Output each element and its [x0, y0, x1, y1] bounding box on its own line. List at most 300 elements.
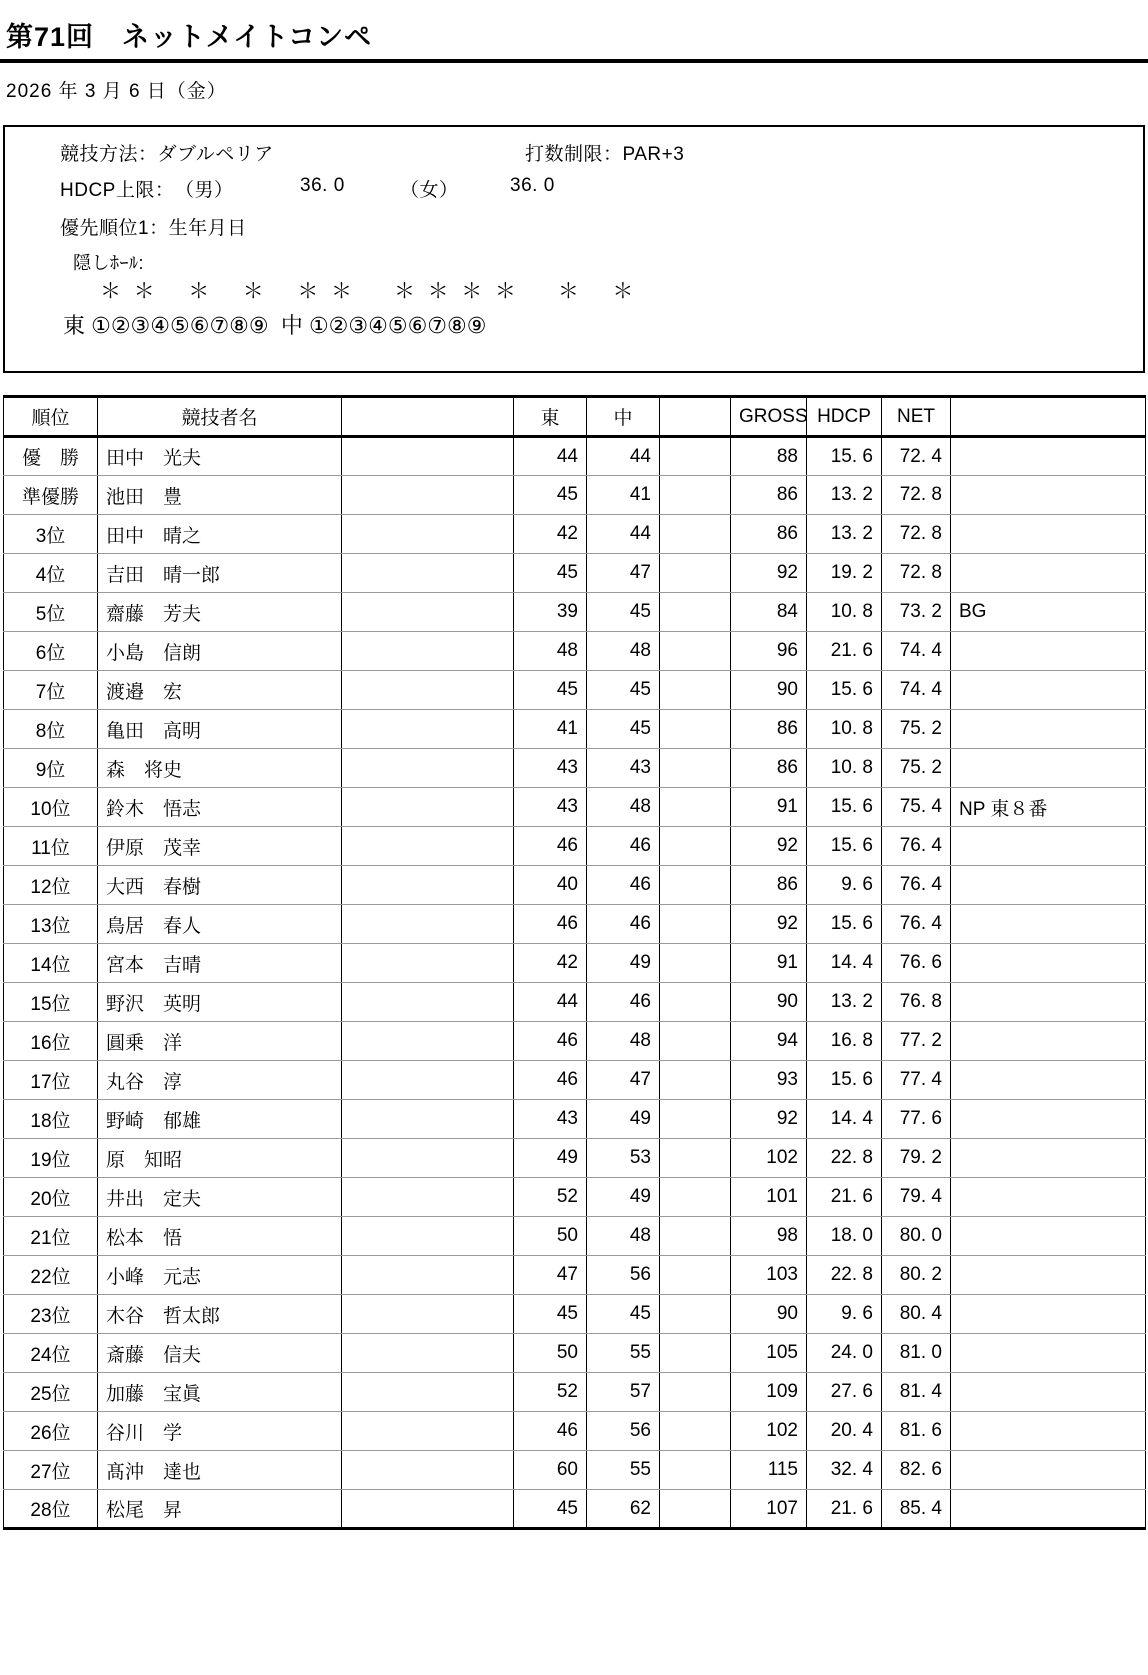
cell-blank1	[342, 1334, 514, 1373]
cell-blank2	[660, 1373, 731, 1412]
priority-rule-label: 優先順位1：生年月日	[60, 218, 247, 240]
cell-gross: 92	[731, 1100, 807, 1139]
table-row	[4, 788, 1146, 827]
cell-east: 46	[514, 1061, 587, 1100]
cell-net: 75. 4	[882, 788, 951, 827]
cell-gross: 90	[731, 983, 807, 1022]
hdcp-female-label: （女）	[400, 180, 459, 202]
cell-blank2	[660, 515, 731, 554]
cell-east: 47	[514, 1256, 587, 1295]
cell-name: 小島 信朗	[98, 632, 342, 671]
cell-note	[951, 1061, 1146, 1100]
column-header-blank1	[342, 397, 514, 437]
cell-rank: 5位	[4, 593, 98, 632]
table-row	[4, 1061, 1146, 1100]
cell-note	[951, 1178, 1146, 1217]
cell-naka: 47	[587, 554, 660, 593]
cell-east: 45	[514, 1295, 587, 1334]
cell-east: 46	[514, 827, 587, 866]
cell-note	[951, 1139, 1146, 1178]
cell-net: 72. 4	[882, 437, 951, 476]
cell-net: 75. 2	[882, 710, 951, 749]
cell-naka: 56	[587, 1256, 660, 1295]
cell-blank1	[342, 1178, 514, 1217]
table-row	[4, 1490, 1146, 1529]
cell-blank1	[342, 1256, 514, 1295]
cell-gross: 90	[731, 1295, 807, 1334]
cell-blank1	[342, 1451, 514, 1490]
cell-blank1	[342, 1412, 514, 1451]
cell-note	[951, 1217, 1146, 1256]
cell-name: 池田 豊	[98, 476, 342, 515]
cell-name: 亀田 高明	[98, 710, 342, 749]
cell-blank2	[660, 1412, 731, 1451]
table-row	[4, 983, 1146, 1022]
cell-naka: 56	[587, 1412, 660, 1451]
cell-hdcp: 18. 0	[807, 1217, 882, 1256]
cell-rank: 12位	[4, 866, 98, 905]
cell-name: 原 知昭	[98, 1139, 342, 1178]
cell-note	[951, 1373, 1146, 1412]
cell-blank1	[342, 1139, 514, 1178]
cell-blank2	[660, 827, 731, 866]
cell-east: 52	[514, 1373, 587, 1412]
cell-east: 44	[514, 437, 587, 476]
cell-east: 45	[514, 671, 587, 710]
cell-net: 72. 8	[882, 554, 951, 593]
cell-east: 43	[514, 749, 587, 788]
cell-hdcp: 22. 8	[807, 1256, 882, 1295]
table-row	[4, 827, 1146, 866]
cell-naka: 46	[587, 866, 660, 905]
cell-net: 72. 8	[882, 515, 951, 554]
cell-blank2	[660, 593, 731, 632]
cell-note	[951, 866, 1146, 905]
cell-blank2	[660, 476, 731, 515]
table-row	[4, 1217, 1146, 1256]
cell-east: 52	[514, 1178, 587, 1217]
results-table-body	[4, 437, 1146, 1529]
cell-note	[951, 1412, 1146, 1451]
cell-net: 74. 4	[882, 632, 951, 671]
competition-info-box	[3, 125, 1145, 373]
cell-naka: 45	[587, 710, 660, 749]
cell-name: 圓乗 洋	[98, 1022, 342, 1061]
cell-gross: 102	[731, 1139, 807, 1178]
cell-rank: 26位	[4, 1412, 98, 1451]
cell-net: 77. 2	[882, 1022, 951, 1061]
cell-naka: 41	[587, 476, 660, 515]
cell-naka: 43	[587, 749, 660, 788]
hole-numbers-row: 東 ①②③④⑤⑥⑦⑧⑨ 中 ①②③④⑤⑥⑦⑧⑨	[63, 313, 487, 339]
cell-east: 45	[514, 554, 587, 593]
cell-hdcp: 24. 0	[807, 1334, 882, 1373]
cell-name: 加藤 宝眞	[98, 1373, 342, 1412]
event-date: 2026 年 3 月 6 日（金）	[6, 81, 227, 103]
cell-hdcp: 15. 6	[807, 1061, 882, 1100]
table-row	[4, 1334, 1146, 1373]
cell-hdcp: 13. 2	[807, 983, 882, 1022]
cell-rank: 17位	[4, 1061, 98, 1100]
cell-naka: 46	[587, 827, 660, 866]
cell-gross: 88	[731, 437, 807, 476]
cell-net: 77. 6	[882, 1100, 951, 1139]
cell-naka: 44	[587, 515, 660, 554]
cell-naka: 62	[587, 1490, 660, 1529]
table-row	[4, 905, 1146, 944]
cell-blank1	[342, 632, 514, 671]
cell-hdcp: 19. 2	[807, 554, 882, 593]
table-row	[4, 671, 1146, 710]
cell-note: BG	[951, 593, 1146, 632]
cell-east: 45	[514, 1490, 587, 1529]
cell-hdcp: 14. 4	[807, 944, 882, 983]
cell-naka: 44	[587, 437, 660, 476]
table-row	[4, 1100, 1146, 1139]
cell-name: 吉田 晴一郎	[98, 554, 342, 593]
cell-rank: 23位	[4, 1295, 98, 1334]
cell-name: 谷川 学	[98, 1412, 342, 1451]
cell-note	[951, 476, 1146, 515]
cell-name: 斎藤 信夫	[98, 1334, 342, 1373]
cell-hdcp: 15. 6	[807, 788, 882, 827]
cell-hdcp: 13. 2	[807, 476, 882, 515]
cell-net: 76. 8	[882, 983, 951, 1022]
results-table	[3, 395, 1146, 1530]
cell-naka: 49	[587, 1100, 660, 1139]
cell-naka: 49	[587, 1178, 660, 1217]
competition-method-label: 競技方法：ダブルペリア	[60, 144, 274, 166]
cell-blank2	[660, 1490, 731, 1529]
cell-gross: 84	[731, 593, 807, 632]
cell-net: 81. 6	[882, 1412, 951, 1451]
cell-blank2	[660, 866, 731, 905]
cell-net: 80. 0	[882, 1217, 951, 1256]
table-row	[4, 1022, 1146, 1061]
cell-net: 76. 4	[882, 905, 951, 944]
cell-blank2	[660, 1178, 731, 1217]
cell-naka: 45	[587, 671, 660, 710]
cell-blank2	[660, 671, 731, 710]
cell-blank1	[342, 1061, 514, 1100]
table-row	[4, 476, 1146, 515]
title-block	[0, 22, 1148, 63]
cell-net: 82. 6	[882, 1451, 951, 1490]
cell-net: 75. 2	[882, 749, 951, 788]
cell-naka: 48	[587, 632, 660, 671]
cell-net: 73. 2	[882, 593, 951, 632]
cell-rank: 15位	[4, 983, 98, 1022]
cell-gross: 86	[731, 866, 807, 905]
cell-name: 小峰 元志	[98, 1256, 342, 1295]
table-row	[4, 749, 1146, 788]
cell-hdcp: 9. 6	[807, 866, 882, 905]
cell-blank1	[342, 866, 514, 905]
table-row	[4, 1139, 1146, 1178]
cell-note	[951, 515, 1146, 554]
cell-east: 50	[514, 1217, 587, 1256]
cell-blank2	[660, 1334, 731, 1373]
cell-east: 44	[514, 983, 587, 1022]
cell-blank1	[342, 1373, 514, 1412]
cell-name: 松本 悟	[98, 1217, 342, 1256]
cell-gross: 90	[731, 671, 807, 710]
cell-note	[951, 671, 1146, 710]
column-header-net: NET	[882, 397, 951, 437]
column-header-naka: 中	[587, 397, 660, 437]
cell-rank: 24位	[4, 1334, 98, 1373]
cell-name: 伊原 茂幸	[98, 827, 342, 866]
cell-rank: 28位	[4, 1490, 98, 1529]
cell-east: 46	[514, 1412, 587, 1451]
cell-note	[951, 1295, 1146, 1334]
table-row	[4, 1373, 1146, 1412]
cell-gross: 109	[731, 1373, 807, 1412]
cell-net: 74. 4	[882, 671, 951, 710]
cell-note: NP 東８番	[951, 788, 1146, 827]
cell-gross: 102	[731, 1412, 807, 1451]
cell-name: 野沢 英明	[98, 983, 342, 1022]
hidden-holes-label: 隠しﾎｰﾙ:	[73, 253, 145, 274]
cell-rank: 6位	[4, 632, 98, 671]
cell-hdcp: 10. 8	[807, 710, 882, 749]
cell-hdcp: 10. 8	[807, 593, 882, 632]
cell-naka: 53	[587, 1139, 660, 1178]
cell-blank1	[342, 1295, 514, 1334]
cell-blank1	[342, 710, 514, 749]
cell-name: 井出 定夫	[98, 1178, 342, 1217]
table-row	[4, 437, 1146, 476]
cell-east: 45	[514, 476, 587, 515]
cell-blank1	[342, 437, 514, 476]
cell-rank: 16位	[4, 1022, 98, 1061]
cell-rank: 13位	[4, 905, 98, 944]
cell-blank1	[342, 827, 514, 866]
cell-hdcp: 21. 6	[807, 632, 882, 671]
cell-blank2	[660, 632, 731, 671]
cell-east: 49	[514, 1139, 587, 1178]
cell-blank2	[660, 1217, 731, 1256]
cell-note	[951, 983, 1146, 1022]
table-row	[4, 1178, 1146, 1217]
cell-name: 渡邉 宏	[98, 671, 342, 710]
cell-net: 72. 8	[882, 476, 951, 515]
cell-blank2	[660, 749, 731, 788]
cell-blank1	[342, 983, 514, 1022]
cell-hdcp: 16. 8	[807, 1022, 882, 1061]
hdcp-limit-label: HDCP上限：	[60, 180, 175, 202]
cell-rank: 27位	[4, 1451, 98, 1490]
cell-gross: 86	[731, 515, 807, 554]
cell-blank1	[342, 1022, 514, 1061]
cell-rank: 20位	[4, 1178, 98, 1217]
table-row	[4, 593, 1146, 632]
cell-naka: 48	[587, 1217, 660, 1256]
cell-name: 木谷 哲太郎	[98, 1295, 342, 1334]
cell-naka: 49	[587, 944, 660, 983]
table-row	[4, 1451, 1146, 1490]
cell-net: 79. 4	[882, 1178, 951, 1217]
hdcp-male-label: （男）	[175, 180, 234, 202]
cell-gross: 86	[731, 710, 807, 749]
cell-net: 85. 4	[882, 1490, 951, 1529]
cell-gross: 92	[731, 905, 807, 944]
cell-blank1	[342, 905, 514, 944]
cell-naka: 46	[587, 983, 660, 1022]
cell-naka: 55	[587, 1451, 660, 1490]
cell-rank: 19位	[4, 1139, 98, 1178]
cell-east: 46	[514, 905, 587, 944]
table-row	[4, 710, 1146, 749]
cell-note	[951, 827, 1146, 866]
cell-east: 46	[514, 1022, 587, 1061]
cell-note	[951, 554, 1146, 593]
cell-note	[951, 710, 1146, 749]
table-row	[4, 554, 1146, 593]
column-header-name: 競技者名	[98, 397, 342, 437]
cell-rank: 優 勝	[4, 437, 98, 476]
cell-net: 77. 4	[882, 1061, 951, 1100]
table-row	[4, 515, 1146, 554]
cell-naka: 57	[587, 1373, 660, 1412]
cell-name: 野崎 郁雄	[98, 1100, 342, 1139]
cell-rank: 22位	[4, 1256, 98, 1295]
cell-hdcp: 21. 6	[807, 1490, 882, 1529]
cell-rank: 10位	[4, 788, 98, 827]
cell-hdcp: 14. 4	[807, 1100, 882, 1139]
cell-blank1	[342, 749, 514, 788]
page-title: 第71回 ネットメイトコンペ	[6, 22, 373, 52]
cell-gross: 86	[731, 749, 807, 788]
cell-hdcp: 22. 8	[807, 1139, 882, 1178]
cell-note	[951, 1334, 1146, 1373]
cell-rank: 7位	[4, 671, 98, 710]
cell-hdcp: 21. 6	[807, 1178, 882, 1217]
cell-gross: 91	[731, 944, 807, 983]
cell-blank2	[660, 905, 731, 944]
cell-gross: 107	[731, 1490, 807, 1529]
cell-gross: 115	[731, 1451, 807, 1490]
cell-blank2	[660, 1139, 731, 1178]
cell-name: 森 将史	[98, 749, 342, 788]
cell-east: 43	[514, 788, 587, 827]
table-row	[4, 1295, 1146, 1334]
cell-blank2	[660, 944, 731, 983]
hdcp-female-value: 36. 0	[510, 175, 555, 197]
cell-blank2	[660, 983, 731, 1022]
cell-naka: 55	[587, 1334, 660, 1373]
cell-east: 42	[514, 515, 587, 554]
cell-east: 39	[514, 593, 587, 632]
cell-net: 80. 2	[882, 1256, 951, 1295]
cell-hdcp: 20. 4	[807, 1412, 882, 1451]
cell-blank1	[342, 554, 514, 593]
cell-blank2	[660, 1022, 731, 1061]
cell-hdcp: 15. 6	[807, 437, 882, 476]
cell-gross: 101	[731, 1178, 807, 1217]
cell-note	[951, 1022, 1146, 1061]
cell-blank2	[660, 554, 731, 593]
cell-gross: 92	[731, 827, 807, 866]
cell-east: 43	[514, 1100, 587, 1139]
cell-blank2	[660, 1061, 731, 1100]
cell-name: 丸谷 淳	[98, 1061, 342, 1100]
cell-net: 81. 4	[882, 1373, 951, 1412]
hdcp-male-value: 36. 0	[300, 175, 345, 197]
cell-hdcp: 27. 6	[807, 1373, 882, 1412]
cell-blank2	[660, 710, 731, 749]
cell-gross: 94	[731, 1022, 807, 1061]
cell-gross: 98	[731, 1217, 807, 1256]
cell-note	[951, 944, 1146, 983]
cell-rank: 準優勝	[4, 476, 98, 515]
cell-note	[951, 1100, 1146, 1139]
cell-gross: 103	[731, 1256, 807, 1295]
cell-rank: 18位	[4, 1100, 98, 1139]
cell-name: 宮本 吉晴	[98, 944, 342, 983]
cell-gross: 93	[731, 1061, 807, 1100]
table-row	[4, 632, 1146, 671]
cell-rank: 21位	[4, 1217, 98, 1256]
cell-blank1	[342, 476, 514, 515]
cell-net: 81. 0	[882, 1334, 951, 1373]
cell-name: 大西 春樹	[98, 866, 342, 905]
cell-rank: 9位	[4, 749, 98, 788]
cell-hdcp: 15. 6	[807, 671, 882, 710]
cell-note	[951, 749, 1146, 788]
cell-net: 76. 4	[882, 866, 951, 905]
cell-blank1	[342, 671, 514, 710]
cell-east: 48	[514, 632, 587, 671]
cell-blank1	[342, 1490, 514, 1529]
cell-rank: 8位	[4, 710, 98, 749]
table-header-row	[4, 397, 1146, 437]
column-header-rank: 順位	[4, 397, 98, 437]
table-row	[4, 944, 1146, 983]
table-row	[4, 1256, 1146, 1295]
cell-blank1	[342, 515, 514, 554]
cell-blank1	[342, 1217, 514, 1256]
cell-note	[951, 1256, 1146, 1295]
cell-hdcp: 15. 6	[807, 827, 882, 866]
cell-name: 齋藤 芳夫	[98, 593, 342, 632]
cell-blank1	[342, 1100, 514, 1139]
cell-blank1	[342, 593, 514, 632]
cell-hdcp: 32. 4	[807, 1451, 882, 1490]
table-row	[4, 866, 1146, 905]
column-header-gross: GROSS	[731, 397, 807, 437]
cell-name: 田中 晴之	[98, 515, 342, 554]
cell-naka: 46	[587, 905, 660, 944]
cell-gross: 91	[731, 788, 807, 827]
results-table-wrap	[3, 395, 1145, 1530]
cell-east: 41	[514, 710, 587, 749]
cell-blank1	[342, 944, 514, 983]
cell-note	[951, 632, 1146, 671]
cell-rank: 4位	[4, 554, 98, 593]
cell-east: 42	[514, 944, 587, 983]
cell-note	[951, 1490, 1146, 1529]
cell-blank2	[660, 788, 731, 827]
cell-blank2	[660, 437, 731, 476]
cell-name: 髙沖 達也	[98, 1451, 342, 1490]
cell-name: 田中 光夫	[98, 437, 342, 476]
column-header-hdcp: HDCP	[807, 397, 882, 437]
cell-gross: 86	[731, 476, 807, 515]
cell-name: 鈴木 悟志	[98, 788, 342, 827]
cell-hdcp: 15. 6	[807, 905, 882, 944]
cell-blank2	[660, 1100, 731, 1139]
